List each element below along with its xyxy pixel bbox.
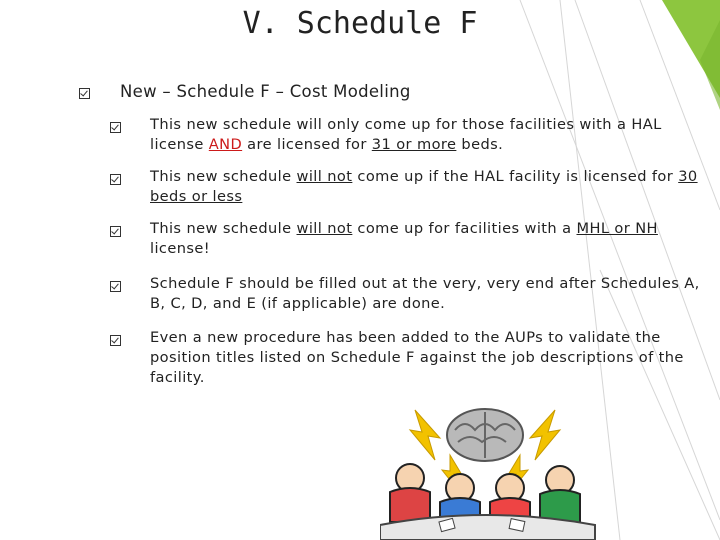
brain-icon — [447, 409, 523, 461]
checkbox-bullet-icon — [110, 122, 121, 133]
bullet-text: This new schedule will only come up for those facilities with a HAL license — [150, 116, 662, 153]
bullet-text: come up for facilities with a — [352, 220, 577, 237]
bullet-item-4: Schedule F should be filled out at the very, very end after Schedules A, B, C, D, and E (if applicable) are done. — [150, 275, 700, 312]
bullet-text: license! — [150, 240, 210, 257]
checkbox-bullet-icon — [110, 174, 121, 185]
checkbox-bullet-icon — [79, 88, 90, 99]
bullet-item-5: Even a new procedure has been added to the AUPs to validate the position titles listed on Schedule F against the job descriptions of the facility. — [150, 329, 684, 386]
emphasis-text: will not — [296, 168, 353, 185]
section-heading: New – Schedule F – Cost Modeling — [120, 82, 411, 101]
bullet-text: come up if the HAL facility is licensed for — [352, 168, 679, 185]
bullet-text: This new schedule — [150, 220, 297, 237]
checkbox-bullet-icon — [110, 226, 121, 237]
emphasis-text: 31 or more — [371, 136, 457, 153]
slide-title: V. Schedule F — [242, 6, 478, 41]
emphasis-and: AND — [208, 136, 243, 153]
bullet-item-2 — [150, 167, 715, 207]
bullet-item-3 — [150, 219, 715, 259]
bullet-text: beds. — [456, 136, 504, 153]
emphasis-text: will not — [296, 220, 353, 237]
checkbox-bullet-icon — [110, 281, 121, 292]
checkbox-bullet-icon — [110, 335, 121, 346]
emphasis-text: 30 beds or less — [150, 168, 698, 205]
bullet-text: This new schedule — [150, 168, 297, 185]
bullet-item-1 — [150, 115, 715, 155]
meeting-brain-illustration — [380, 400, 720, 540]
emphasis-text: MHL or NH — [576, 220, 658, 237]
bullet-text: are licensed for — [242, 136, 372, 153]
